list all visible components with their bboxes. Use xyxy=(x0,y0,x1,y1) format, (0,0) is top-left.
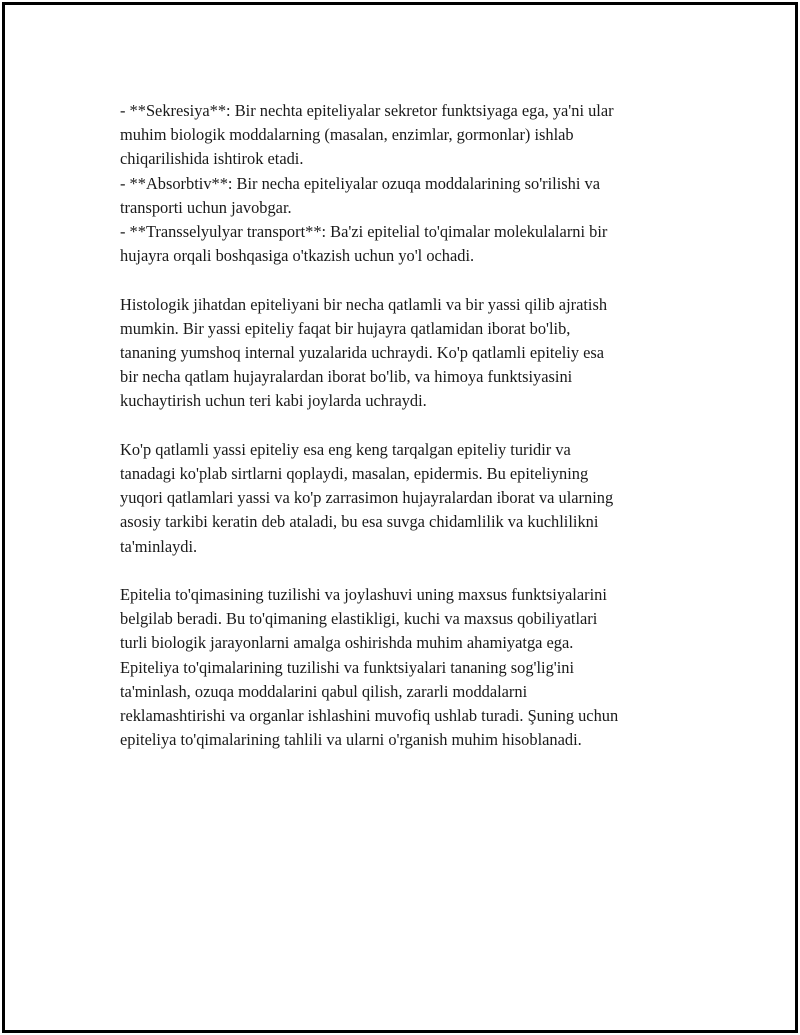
text-line: yuqori qatlamlari yassi va ko'p zarrasimon hujayralardan iborat va ularning xyxy=(120,488,614,508)
text-line: ta'minlash, ozuqa moddalarini qabul qilish, zararli moddalarni xyxy=(120,681,528,701)
paragraph-histology xyxy=(120,293,695,414)
paragraph-gap xyxy=(120,414,695,438)
paragraph-stratified-squamous xyxy=(120,438,695,559)
list-item-absorbtiv xyxy=(120,172,695,220)
list-item-transselyulyar-transport xyxy=(120,220,695,268)
text-line: tanadagi ko'plab sirtlarni qoplaydi, masalan, epidermis. Bu epiteliyning xyxy=(120,464,589,484)
text-line: belgilab beradi. Bu to'qimaning elastikligi, kuchi va maxsus qobiliyatlari xyxy=(120,609,598,629)
text-line: tananing yumshoq internal yuzalarida uchraydi. Ko'p qatlamli epiteliy esa xyxy=(120,343,605,363)
text-line: chiqarilishida ishtirok etadi. xyxy=(120,149,304,169)
paragraph-gap xyxy=(120,268,695,292)
text-line: reklamashtirishi va organlar ishlashini muvofiq ushlab turadi. Şuning uchun xyxy=(120,706,619,726)
text-line: ta'minlaydi. xyxy=(120,536,198,556)
text-line: Ko'p qatlamli yassi epiteliy esa eng keng tarqalgan epiteliy turidir va xyxy=(120,439,571,459)
text-line: Epiteliya to'qimalarining tuzilishi va funktsiyalari tananing sog'lig'ini xyxy=(120,657,575,677)
paragraph-conclusion xyxy=(120,583,695,752)
text-line: Histologik jihatdan epiteliyani bir necha qatlamli va bir yassi qilib ajratish xyxy=(120,294,608,314)
text-line: asosiy tarkibi keratin deb ataladi, bu esa suvga chidamlilik va kuchlilikni xyxy=(120,512,599,532)
text-line: - **Transselyulyar transport**: Ba'zi epitelial to'qimalar molekulalarni bir xyxy=(120,222,608,242)
text-line: mumkin. Bir yassi epiteliy faqat bir hujayra qatlamidan iborat bo'lib, xyxy=(120,318,571,338)
document-body xyxy=(120,99,695,752)
text-line: Epitelia to'qimasining tuzilishi va joylashuvi uning maxsus funktsiyalarini xyxy=(120,585,607,605)
text-line: kuchaytirish uchun teri kabi joylarda uchraydi. xyxy=(120,391,427,411)
text-line: turli biologik jarayonlarni amalga oshirishda muhim ahamiyatga ega. xyxy=(120,633,574,653)
text-line: epiteliya to'qimalarining tahlili va ularni o'rganish muhim hisoblanadi. xyxy=(120,730,582,750)
text-line: bir necha qatlam hujayralardan iborat bo'lib, va himoya funktsiyasini xyxy=(120,367,573,387)
document-page xyxy=(2,2,798,1033)
text-line: transporti uchun javobgar. xyxy=(120,197,292,217)
text-line: - **Absorbtiv**: Bir necha epiteliyalar ozuqa moddalarining so'rilishi va xyxy=(120,173,600,193)
paragraph-gap xyxy=(120,559,695,583)
list-item-sekresiya xyxy=(120,99,695,172)
text-line: muhim biologik moddalarning (masalan, enzimlar, gormonlar) ishlab xyxy=(120,125,574,145)
function-list xyxy=(120,99,695,268)
text-line: - **Sekresiya**: Bir nechta epiteliyalar sekretor funktsiyaga ega, ya'ni ular xyxy=(120,101,614,120)
text-line: hujayra orqali boshqasiga o'tkazish uchun yo'l ochadi. xyxy=(120,246,475,266)
